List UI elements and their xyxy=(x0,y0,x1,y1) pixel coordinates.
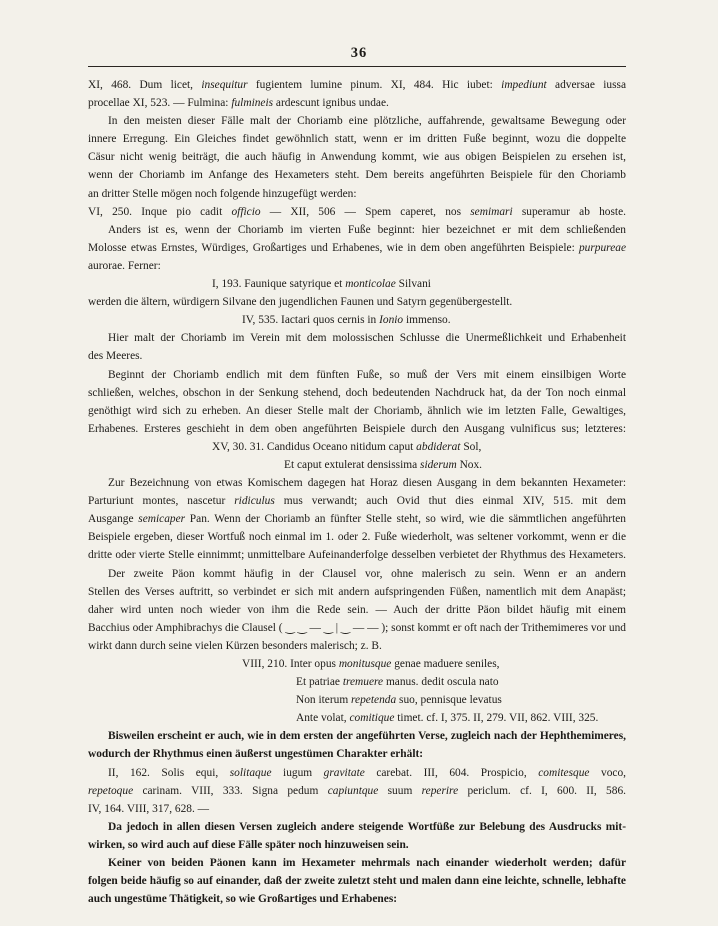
header-rule xyxy=(88,66,626,67)
text-line: IV, 535. Iactari quos cernis in Ionio immenso. xyxy=(242,314,451,327)
text-line: XI, 468. Dum licet, insequitur fugientem lumine pinum. XI, 484. Hic iubet: impediunt adversae iussa xyxy=(88,79,626,91)
text-line: folgen beide häufig so auf einander, daß der zweite zuletzt steht und malen dann eine leichte, schnelle, lebhafte xyxy=(88,875,626,888)
text-line: Stellen des Verses auftritt, so verbindet er sich mit andern aufspringenden Füßen, namentlich mit dem Anapäst; xyxy=(88,585,626,598)
text-line: Der zweite Päon kommt häufig in der Clausel vor, ohne malerisch zu sein. Wenn er an andern xyxy=(108,567,626,580)
text-line: repetoque carinam. VIII, 333. Signa pedum capiuntque suum reperire periclum. cf. I, 600. II, 586. xyxy=(88,784,626,797)
text-line: wenn der Choriamb im Anfange des Hexameters steht. Dem bereits angeführten Beispiele für den Choriamb xyxy=(88,169,626,182)
text-line: Bacchius oder Amphibrachys die Clausel ( ‿ ‿ — ‿ | ‿ — — ); sonst kommt er oft nach der Trithemimeres vor und xyxy=(88,621,626,634)
text-line: an dritter Stelle mögen noch folgende hinzugefügt werden: xyxy=(88,187,357,200)
text-line: Et patriae tremuere manus. dedit oscula nato xyxy=(296,676,499,689)
text-line: Beispiele ergeben, dieser Wortfuß noch einmal im 1. oder 2. Fuße wiederholt, was seltener vorkommt, wenn er die xyxy=(88,531,626,544)
text-line: IV, 164. VIII, 317, 628. — xyxy=(88,802,210,815)
text-line: auch ungestüme Thätigkeit, so wie Großartiges und Erhabenes: xyxy=(88,893,398,906)
text-line: Parturiunt montes, nascetur ridiculus mus verwandt; auch Ovid thut dies einmal XIV, 515. mit dem xyxy=(88,495,626,508)
text-line: Non iterum repetenda suo, pennisque levatus xyxy=(296,694,502,707)
text-line: Ausgange semicaper Pan. Wenn der Choriamb an fünfter Stelle steht, so wird, wie die sämmtlichen angeführten xyxy=(88,513,626,526)
page-number: 36 xyxy=(350,45,368,61)
text-line: Cäsur nicht wenig beiträgt, die auch häufig in Anwendung kommt, wie aus obigen Beispielen zu ersehen ist, xyxy=(88,151,626,164)
body-text xyxy=(88,76,626,908)
text-line: VI, 250. Inque pio cadit officio — XII, 506 — Spem caperet, nos semimari superamur ab hoste. xyxy=(88,205,626,218)
text-line: wodurch der Rhythmus einen äußerst ungestümen Charakter erhält: xyxy=(88,748,424,761)
text-line: daher wird unten noch wieder von ihm die Rede sein. — Auch der dritte Päon bildet häufig mit einem xyxy=(88,603,626,616)
text-line: II, 162. Solis equi, solitaque iugum gravitate carebat. III, 604. Prospicio, comitesque voco, xyxy=(108,766,626,779)
text-line: Bisweilen erscheint er auch, wie in dem ersten der angeführten Verse, zugleich nach der Hephthemimeres, xyxy=(108,730,626,743)
page-header xyxy=(0,44,718,62)
text-line: Keiner von beiden Päonen kann im Hexameter mehrmals nach einander wiederholt werden; dafür xyxy=(108,857,626,870)
text-line: dritte oder vierte Stelle einnimmt; unmittelbare Aufeinanderfolge desselben verbietet der Rhythmus des Hexameters. xyxy=(88,549,626,562)
text-line: wirkt dann durch seine vielen Kürzen besonders malerisch; z. B. xyxy=(88,639,382,652)
text-line: Hier malt der Choriamb im Verein mit dem molossischen Schlusse die Unermeßlichkeit und Erhabenheit xyxy=(108,332,626,345)
text-line: I, 193. Faunique satyrique et monticolae Silvani xyxy=(212,278,431,291)
text-line: In den meisten dieser Fälle malt der Choriamb eine plötzliche, auffahrende, gewaltsame Bewegung oder xyxy=(108,115,626,128)
text-line: innere Erregung. Ein Gleiches findet gewöhnlich statt, wenn er im dritten Fuße beginnt, wozu die doppelte xyxy=(88,133,626,146)
text-line: Anders ist es, wenn der Choriamb im vierten Fuße beginnt: hier bezeichnet er mit dem schließenden xyxy=(108,223,626,236)
text-line: Zur Bezeichnung von etwas Komischem dagegen hat Horaz diesen Ausgang in dem bekannten Hexameter: xyxy=(108,477,626,490)
text-line: Molosse etwas Ernstes, Würdiges, Großartiges und Erhabenes, wie in dem oben angeführten Beispiele: purpureae xyxy=(88,241,626,254)
text-line: Ante volat, comitique timet. cf. I, 375. II, 279. VII, 862. VIII, 325. xyxy=(296,712,599,725)
text-line: Erhabenes. Ersteres geschieht in dem oben angeführten Beispiele durch den Ausgang vulnificus sus; letzteres: xyxy=(88,422,626,435)
text-line: Beginnt der Choriamb endlich mit dem fünften Fuße, so muß der Vers mit einem einsilbigen Worte xyxy=(108,368,626,381)
text-line: Da jedoch in allen diesen Versen zugleich andere steigende Wortfüße zur Belebung des Ausdrucks mit- xyxy=(108,820,626,833)
text-line: Et caput extulerat densissima siderum Nox. xyxy=(284,458,483,471)
text-line: genöthigt wird sich zu erheben. An dieser Stelle malt der Choriamb, ähnlich wie im letzten Falle, Gewaltiges, xyxy=(88,404,626,417)
text-line: werden die ältern, würdigern Silvane den jugendlichen Faunen und Satyrn gegenübergestellt. xyxy=(88,296,513,309)
text-line: aurorae. Ferner: xyxy=(88,259,161,272)
text-line: schließen, welches, obschon in der Senkung stehend, doch bedeutenden Nachdruck hat, da der Ton noch einmal xyxy=(88,386,626,399)
text-line: VIII, 210. Inter opus monitusque genae maduere seniles, xyxy=(242,658,500,670)
text-line: procellae XI, 523. — Fulmina: fulmineis ardescunt ignibus undae. xyxy=(88,97,389,110)
text-line: wirken, so wird auch auf diese Fälle später noch hinzuweisen sein. xyxy=(88,838,409,851)
text-line: XV, 30. 31. Candidus Oceano nitidum caput abdiderat Sol, xyxy=(212,440,482,453)
text-line: des Meeres. xyxy=(88,350,143,363)
